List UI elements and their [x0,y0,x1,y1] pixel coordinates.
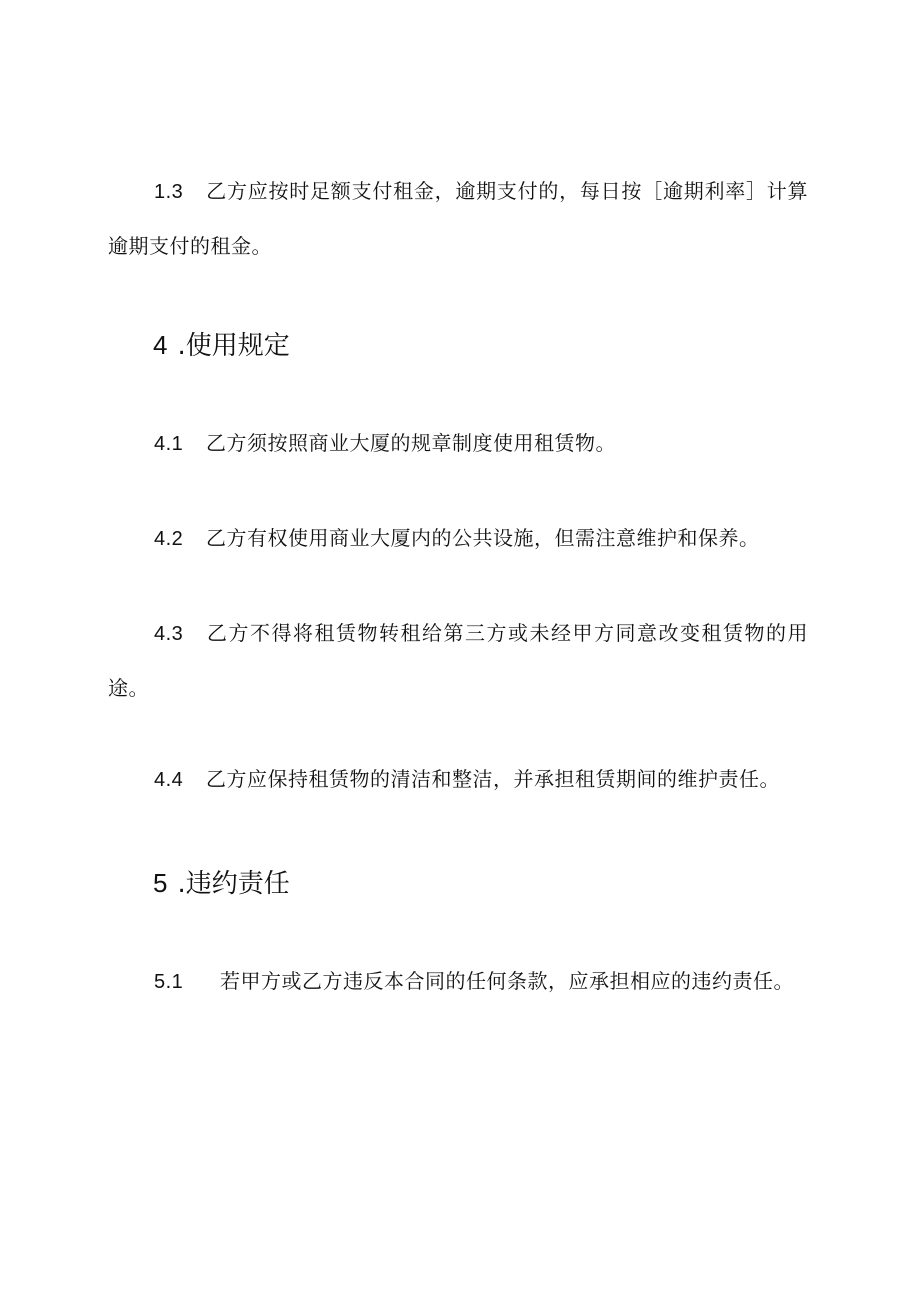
clause-number: 4.1 [154,433,184,455]
clause-number: 4.4 [154,769,184,791]
clause-number: 4.2 [154,528,184,550]
section-heading-5 [153,863,290,904]
section-number: 4 [153,330,168,360]
clause-4-3 [108,606,808,715]
clause-number: 4.3 [154,623,184,645]
clause-text: 乙方有权使用商业大厦内的公共设施，但需注意维护和保养。 [206,526,760,550]
clause-text: 乙方应保持租赁物的清洁和整洁，并承担租赁期间的维护责任。 [206,767,780,791]
clause-text: 乙方应按时足额支付租金，逾期支付的，每日按［逾期利率］计算逾期支付的租金。 [108,179,808,258]
clause-text: 若甲方或乙方违反本合同的任何条款，应承担相应的违约责任。 [220,969,794,993]
clause-number: 5.1 [154,971,184,993]
section-heading-4 [153,325,290,366]
clause-4-2 [108,511,808,566]
clause-4-1 [108,416,808,471]
section-title: .违约责任 [177,869,290,899]
clause-4-4 [108,752,808,807]
section-title: .使用规定 [177,331,290,361]
clause-text: 乙方须按照商业大厦的规章制度使用租赁物。 [206,431,616,455]
clause-text: 乙方不得将租赁物转租给第三方或未经甲方同意改变租赁物的用途。 [108,621,808,700]
clause-number: 1.3 [154,181,184,203]
clause-1-3 [108,164,808,273]
clause-5-1 [108,954,808,1009]
section-number: 5 [153,868,168,898]
